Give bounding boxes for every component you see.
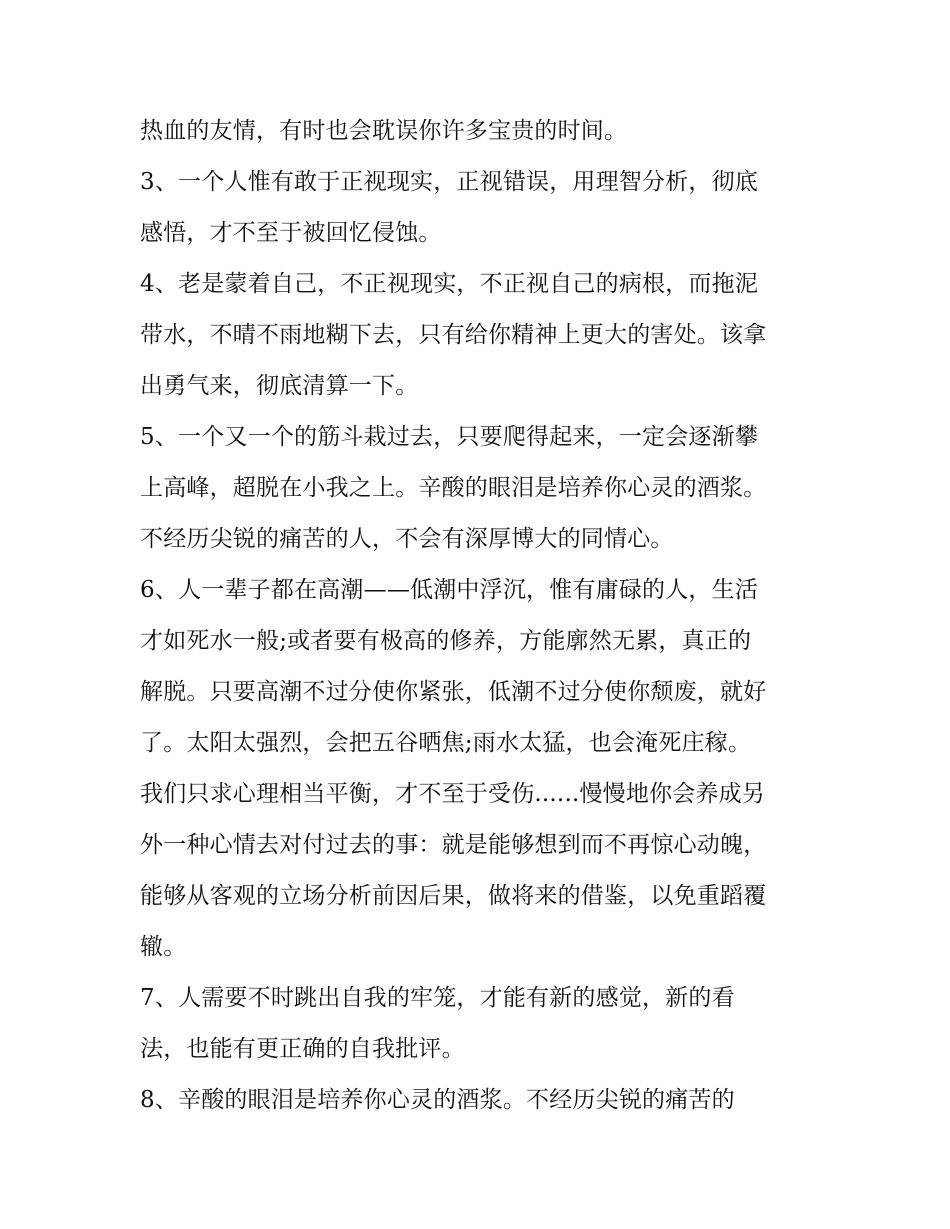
text-line-9: 不经历尖锐的痛苦的人，不会有深厚博大的同情心。 [140, 526, 674, 552]
text-line-2: 3、一个人惟有敢于正视现实，正视错误，用理智分析，彻底 [140, 169, 759, 195]
text-line-17: 辙。 [140, 934, 187, 960]
text-line-1: 热血的友情，有时也会耽误你许多宝贵的时间。 [140, 118, 628, 144]
text-line-10: 6、人一辈子都在高潮——低潮中浮沉，惟有庸碌的人，生活 [140, 577, 759, 603]
text-line-3: 感悟，才不至于被回忆侵蚀。 [140, 220, 442, 246]
text-line-20: 8、辛酸的眼泪是培养你心灵的酒浆。不经历尖锐的痛苦的 [140, 1087, 735, 1113]
text-line-19: 法，也能有更正确的自我批评。 [140, 1036, 465, 1062]
text-line-8: 上高峰，超脱在小我之上。辛酸的眼泪是培养你心灵的酒浆。 [140, 475, 767, 501]
text-line-15: 外一种心情去对付过去的事：就是能够想到而不再惊心动魄， [140, 832, 767, 858]
text-line-4: 4、老是蒙着自己，不正视现实，不正视自己的病根，而拖泥 [140, 271, 759, 297]
text-line-18: 7、人需要不时跳出自我的牢笼，才能有新的感觉，新的看 [140, 985, 735, 1011]
text-line-6: 出勇气来，彻底清算一下。 [140, 373, 419, 399]
document-body [140, 106, 830, 1126]
text-line-14: 我们只求心理相当平衡，才不至于受伤......慢慢地你会养成另 [140, 781, 766, 807]
text-line-13: 了。太阳太强烈，会把五谷晒焦;雨水太猛，也会淹死庄稼。 [140, 730, 752, 756]
text-line-16: 能够从客观的立场分析前因后果，做将来的借鉴，以免重蹈覆 [140, 883, 767, 909]
text-line-7: 5、一个又一个的筋斗栽过去，只要爬得起来，一定会逐渐攀 [140, 424, 759, 450]
text-line-5: 带水，不晴不雨地糊下去，只有给你精神上更大的害处。该拿 [140, 322, 767, 348]
text-line-12: 解脱。只要高潮不过分使你紧张，低潮不过分使你颓废，就好 [140, 679, 767, 705]
text-line-11: 才如死水一般;或者要有极高的修养，方能廓然无累，真正的 [140, 628, 752, 654]
